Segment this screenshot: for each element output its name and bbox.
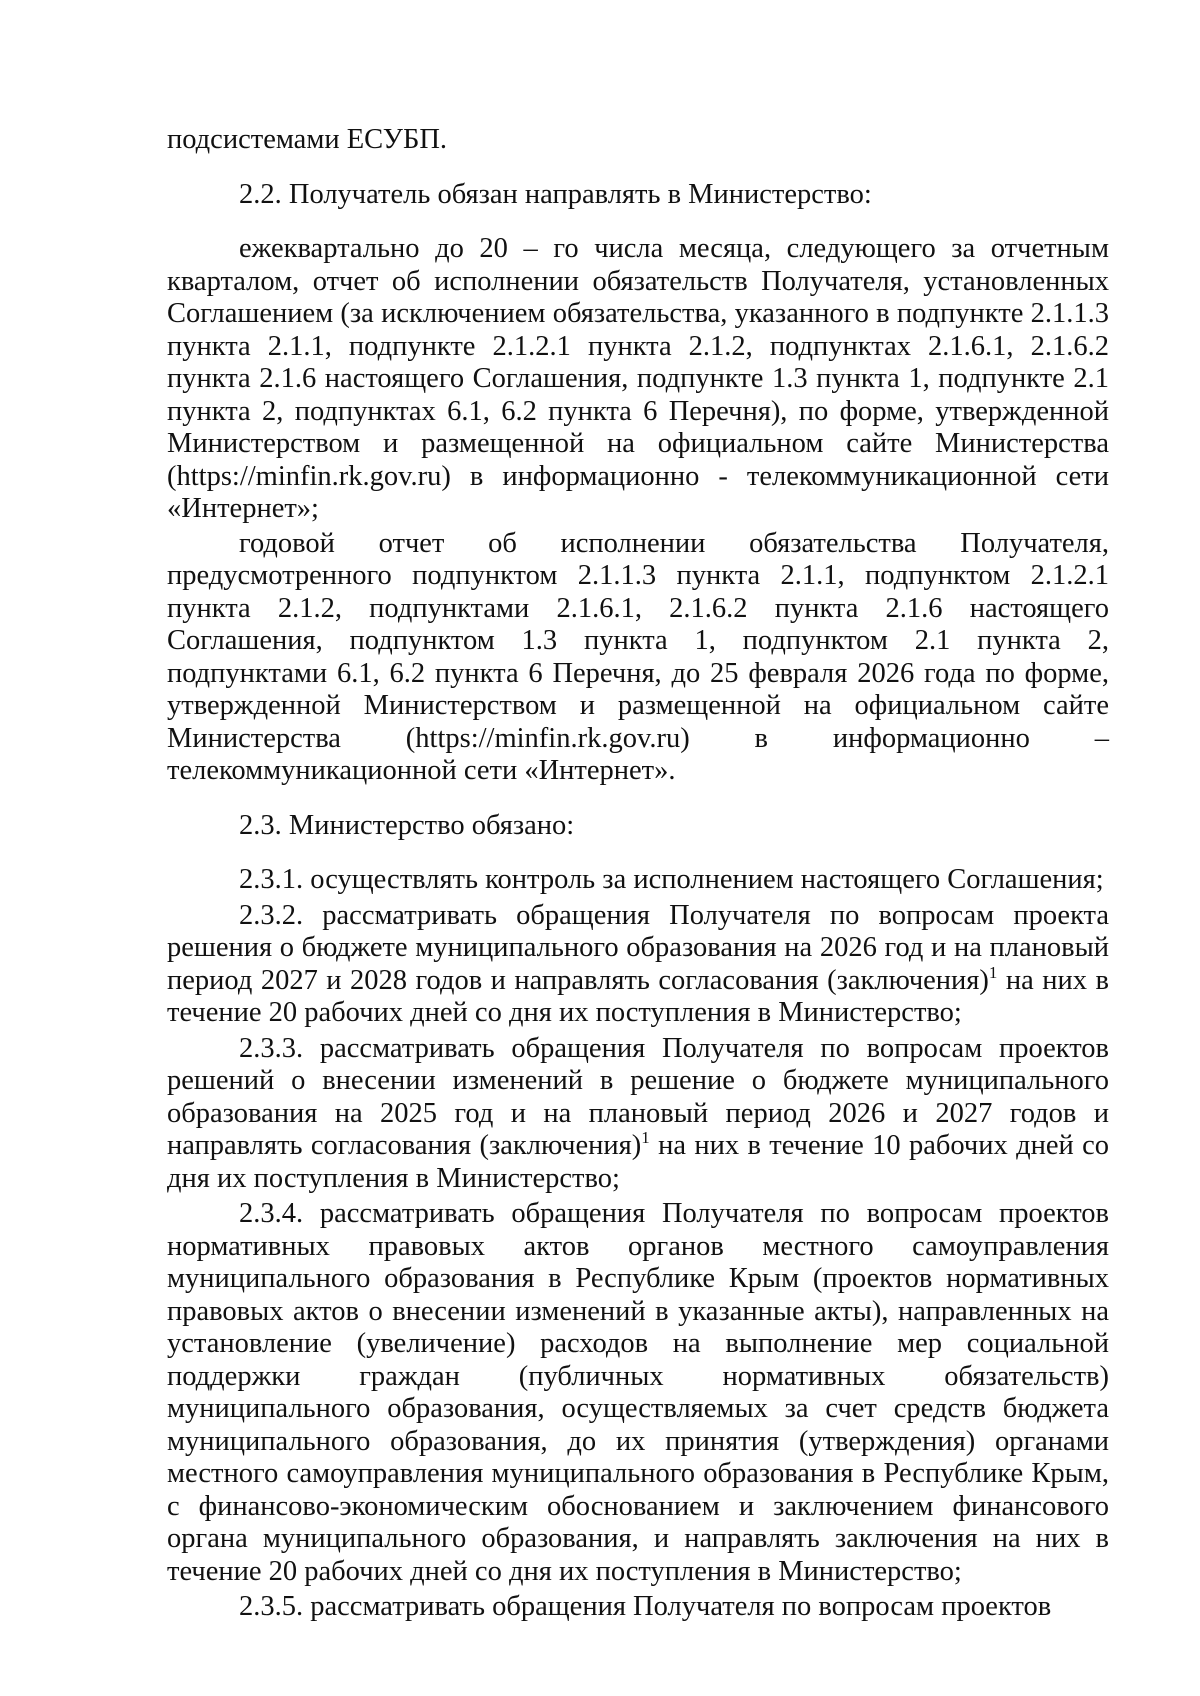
document-body — [167, 124, 1109, 1624]
paragraph-subsystems-continuation: подсистемами ЕСУБП. — [167, 124, 448, 155]
clause-2-3-2-text-end: на них в течение 20 рабочих дней со дня их поступления в Министерство; — [167, 964, 1109, 1028]
clause-2-3-heading: 2.3. Министерство обязано: — [239, 809, 575, 841]
clause-2-3-5: 2.3.5. рассматривать обращения Получателя по вопросам проектов — [239, 1591, 1052, 1622]
clause-2-3-3 — [167, 1033, 1109, 1196]
clause-2-3-3-text-end: на них в течение 10 рабочих дней со дня их поступления в Министерство; — [167, 1130, 1109, 1194]
clause-2-3-4: 2.3.4. рассматривать обращения Получателя по вопросам проектов нормативных правовых актов органов местного самоуправления муниципального образования в Республике Крым (проектов нормативных правовых актов о внесении изменений в указанные акты), направленных на установление (увеличение) расходов на выполнение мер социальной поддержки граждан (публичных нормативных обязательств) муниципального образования, осуществляемых за счет средств бюджета муниципального образования, до их принятия (утверждения) органами местного самоуправления муниципального образования в Республике Крым, с финансово-экономическим обоснованием и заключением финансового органа муниципального образования, и направлять заключения на них в течение 20 рабочих дней со дня их поступления в Министерство; — [167, 1198, 1109, 1587]
footnote-marker: 1 — [988, 962, 998, 982]
clause-2-3-2-text: 2.3.2. рассматривать обращения Получателя по вопросам проекта решения о бюджете муниципального образования на 2026 год и на плановый период 2027 и 2028 годов и направлять согласования (заключения) — [167, 899, 1109, 996]
clause-2-3-3-text: 2.3.3. рассматривать обращения Получателя по вопросам проектов решений о внесении изменений в решение о бюджете муниципального образования на 2025 год и на плановый период 2026 и 2027 годов и направлять согласования (заключения) — [167, 1032, 1109, 1161]
clause-2-2-heading: 2.2. Получатель обязан направлять в Министерство: — [239, 178, 872, 210]
clause-2-3-2 — [167, 900, 1109, 1030]
footnote-marker: 1 — [641, 1128, 650, 1147]
clause-2-2-quarterly-report: ежеквартально до 20 – го числа месяца, следующего за отчетным кварталом, отчет об исполнении обязательств Получателя, установленных Соглашением (за исключением обязательства, указанного в подпункте 2.1.1.3 пункта 2.1.1, подпункте 2.1.2.1 пункта 2.1.2, подпунктах 2.1.6.1, 2.1.6.2 пункта 2.1.6 настоящего Соглашения, подпункте 1.3 пункта 1, подпункте 2.1 пункта 2, подпунктах 6.1, 6.2 пункта 6 Перечня), по форме, утвержденной Министерством и размещенной на официальном сайте Министерства (https://minfin.rk.gov.ru) в информационно - телекоммуникационной сети «Интернет»; — [167, 233, 1109, 524]
clause-2-2-annual-report: годовой отчет об исполнении обязательства Получателя, предусмотренного подпунктом 2.1.1.3 пункта 2.1.1, подпунктом 2.1.2.1 пункта 2.1.2, подпунктами 2.1.6.1, 2.1.6.2 пункта 2.1.6 настоящего Соглашения, подпунктом 1.3 пункта 1, подпунктом 2.1 пункта 2, подпунктами 6.1, 6.2 пункта 6 Перечня, до 25 февраля 2026 года по форме, утвержденной Министерством и размещенной на официальном сайте Министерства (https://minfin.rk.gov.ru) в информационно – телекоммуникационной сети «Интернет». — [167, 527, 1109, 786]
clause-2-3-1: 2.3.1. осуществлять контроль за исполнением настоящего Соглашения; — [239, 864, 1104, 895]
